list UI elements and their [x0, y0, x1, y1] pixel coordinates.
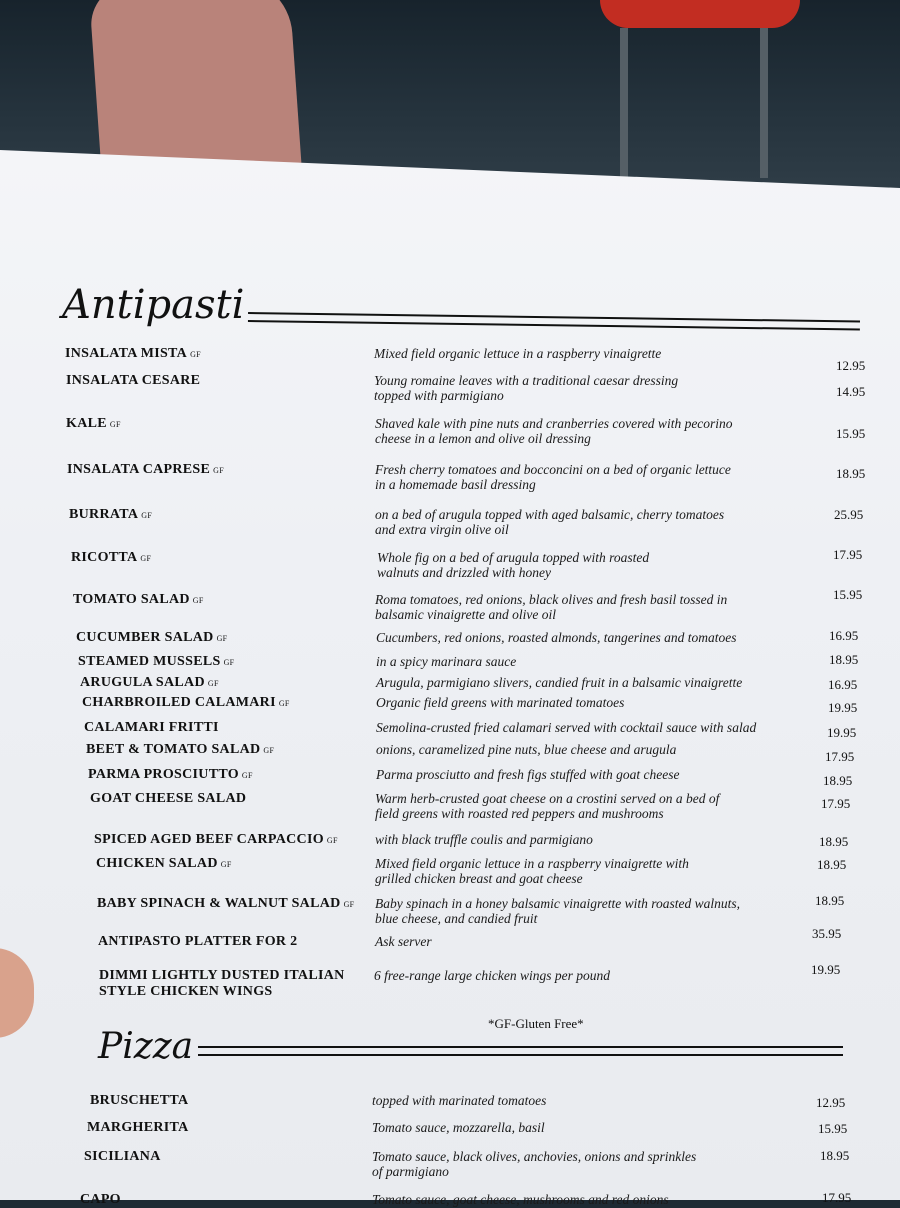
menu-item-name	[71, 550, 151, 567]
stool-leg	[760, 28, 768, 178]
menu-item-name	[97, 896, 354, 913]
menu-item-name-text: CAPO	[80, 1192, 121, 1207]
menu-item-description: Arugula, parmigiano slivers, candied fruit in a balsamic vinaigrette	[376, 675, 743, 690]
menu-item-name	[66, 373, 200, 389]
gluten-free-tag: GF	[263, 746, 275, 755]
menu-item-description: Mixed field organic lettuce in a raspberry vinaigrette with grilled chicken breast and goat cheese	[375, 856, 689, 886]
menu-item-price: 12.95	[836, 358, 866, 373]
menu-item-price: 12.95	[816, 1095, 846, 1110]
menu-item-name-text: SICILIANA	[84, 1149, 161, 1164]
menu-item-description: with black truffle coulis and parmigiano	[375, 832, 593, 847]
gluten-free-tag: GF	[343, 900, 355, 909]
gluten-free-tag: GF	[220, 860, 232, 869]
menu-item-name	[86, 742, 274, 759]
menu-item-price: 15.95	[836, 426, 866, 441]
menu-item-description: Ask server	[375, 934, 432, 949]
menu-item-name	[94, 832, 338, 849]
menu-item-name	[99, 968, 345, 1000]
menu-item-price: 16.95	[828, 677, 858, 692]
menu-item-description: Young romaine leaves with a traditional caesar dressing topped with parmigiano	[374, 373, 679, 403]
gluten-free-tag: GF	[140, 554, 152, 563]
person-arm	[89, 0, 302, 177]
pizza-title: Pizza	[98, 1026, 194, 1067]
stool-leg	[620, 28, 628, 178]
menu-item-description: Baby spinach in a honey balsamic vinaigrette with roasted walnuts, blue cheese, and candied fruit	[375, 896, 740, 926]
menu-item-price: 15.95	[818, 1121, 848, 1136]
menu-item-price: 16.95	[829, 628, 859, 643]
menu-item-name-text: KALE	[66, 416, 107, 431]
menu-item-price: 19.95	[828, 700, 858, 715]
menu-item-name-text: ANTIPASTO PLATTER FOR 2	[98, 934, 298, 949]
menu-item-name	[66, 416, 121, 433]
menu-item-name-text: INSALATA MISTA	[65, 346, 188, 361]
menu-item-name-text: CALAMARI FRITTI	[84, 720, 219, 735]
gluten-free-tag: GF	[109, 420, 121, 429]
menu-item-price: 18.95	[836, 466, 866, 481]
menu-item-description: Parma prosciutto and fresh figs stuffed with goat cheese	[376, 767, 680, 782]
menu-item-price: 18.95	[823, 773, 853, 788]
menu-item-description: Tomato sauce, goat cheese, mushrooms and red onions	[372, 1192, 669, 1207]
menu-item-name-text: CHARBROILED CALAMARI	[82, 695, 276, 710]
menu-item-name-text: INSALATA CAPRESE	[67, 462, 211, 477]
menu-item-price: 18.95	[819, 834, 849, 849]
menu-item-price: 19.95	[811, 962, 841, 977]
menu-item-name-text: BABY SPINACH & WALNUT SALAD	[97, 896, 341, 911]
menu-item-name-text: TOMATO SALAD	[73, 592, 190, 607]
gluten-free-tag: GF	[216, 634, 228, 643]
menu-item-description: in a spicy marinara sauce	[376, 654, 517, 669]
gluten-free-tag: GF	[192, 596, 204, 605]
menu-item-description: Roma tomatoes, red onions, black olives and fresh basil tossed in balsamic vinaigrette and olive oil	[375, 592, 728, 622]
menu-item-price: 14.95	[836, 384, 866, 399]
menu-item-name-text: CHICKEN SALAD	[96, 856, 218, 871]
antipasti-title: Antipasti	[62, 282, 245, 328]
gluten-free-tag: GF	[223, 658, 235, 667]
menu-item-name	[80, 675, 219, 692]
menu-item-price: 17.95	[825, 749, 855, 764]
menu-item-name-text: STEAMED MUSSELS	[78, 654, 221, 669]
gluten-free-footnote: *GF-Gluten Free*	[488, 1016, 584, 1031]
menu-item-name	[87, 1120, 189, 1136]
menu-item-name-text: RICOTTA	[71, 550, 138, 565]
menu-item-price: 25.95	[834, 507, 864, 522]
menu-item-price: 15.95	[833, 587, 863, 602]
menu-item-name	[67, 462, 224, 479]
gluten-free-tag: GF	[278, 699, 290, 708]
gluten-free-tag: GF	[326, 836, 338, 845]
gluten-free-tag: GF	[141, 511, 153, 520]
menu-item-name-text: BEET & TOMATO SALAD	[86, 742, 261, 757]
menu-item-name	[98, 934, 297, 950]
gluten-free-tag: GF	[190, 350, 201, 359]
menu-item-name	[73, 592, 204, 609]
menu-item-name-text: SPICED AGED BEEF CARPACCIO	[94, 832, 324, 847]
menu-item-name	[80, 1192, 121, 1208]
menu-item-name	[84, 1149, 161, 1165]
menu-item-price: 18.95	[829, 652, 859, 667]
menu-item-price: 35.95	[812, 926, 842, 941]
menu-item-price: 18.95	[815, 893, 845, 908]
red-stool-seat	[600, 0, 800, 28]
gluten-free-tag: GF	[241, 771, 253, 780]
menu-item-description: Whole fig on a bed of arugula topped with roasted walnuts and drizzled with honey	[377, 550, 650, 580]
menu-item-description: Warm herb-crusted goat cheese on a crostini served on a bed of field greens with roasted red peppers and mushrooms	[375, 791, 720, 821]
menu-item-name	[88, 767, 253, 784]
menu-item-name	[82, 695, 290, 712]
menu-item-description: Tomato sauce, black olives, anchovies, onions and sprinkles of parmigiano	[372, 1149, 697, 1179]
menu-item-description: onions, caramelized pine nuts, blue cheese and arugula	[376, 742, 677, 757]
menu-item-description: 6 free-range large chicken wings per pound	[374, 968, 610, 983]
menu-item-description: on a bed of arugula topped with aged balsamic, cherry tomatoes and extra virgin olive oil	[375, 507, 725, 537]
menu-item-name-text: BURRATA	[69, 507, 139, 522]
menu-item-name	[69, 507, 152, 524]
menu-item-description: Shaved kale with pine nuts and cranberries covered with pecorino cheese in a lemon and olive oil dressing	[375, 416, 733, 446]
menu-item-price: 17.95	[822, 1190, 852, 1205]
menu-item-name-text: PARMA PROSCIUTTO	[88, 767, 239, 782]
menu-item-description: Organic field greens with marinated tomatoes	[376, 695, 625, 710]
menu-item-description: Mixed field organic lettuce in a raspberry vinaigrette	[374, 346, 662, 361]
menu-item-name-text: GOAT CHEESE SALAD	[90, 791, 247, 806]
menu-item-name	[84, 720, 219, 736]
menu-item-price: 18.95	[820, 1148, 850, 1163]
menu-item-name	[96, 856, 232, 873]
gluten-free-tag: GF	[213, 466, 224, 475]
menu-item-description: Semolina-crusted fried calamari served with cocktail sauce with salad	[376, 720, 757, 735]
menu-item-name	[78, 654, 234, 671]
menu-item-name	[90, 791, 246, 807]
gluten-free-tag: GF	[207, 679, 219, 688]
menu-item-price: 17.95	[833, 547, 863, 562]
menu-item-description: topped with marinated tomatoes	[372, 1093, 547, 1108]
menu-item-name-text: ARUGULA SALAD	[80, 675, 205, 690]
menu-item-name-text: INSALATA CESARE	[66, 373, 201, 388]
menu-item-price: 17.95	[821, 796, 851, 811]
menu-item-name	[65, 346, 201, 363]
menu-item-name	[76, 630, 227, 647]
menu-item-price: 19.95	[827, 725, 857, 740]
menu-item-name-text: BRUSCHETTA	[90, 1093, 189, 1108]
menu-item-name-text: CUCUMBER SALAD	[76, 630, 214, 645]
pizza-title-rule	[198, 1046, 843, 1056]
menu-item-description: Tomato sauce, mozzarella, basil	[372, 1120, 545, 1135]
menu-item-name	[90, 1093, 188, 1109]
menu-item-description: Cucumbers, red onions, roasted almonds, tangerines and tomatoes	[376, 630, 737, 645]
menu-item-name-text: MARGHERITA	[87, 1120, 189, 1135]
menu-item-description: Fresh cherry tomatoes and bocconcini on a bed of organic lettuce in a homemade basil dressing	[375, 462, 731, 492]
menu-item-name-text: DIMMI LIGHTLY DUSTED ITALIAN STYLE CHICKEN WINGS	[99, 968, 345, 999]
menu-item-price: 18.95	[817, 857, 847, 872]
